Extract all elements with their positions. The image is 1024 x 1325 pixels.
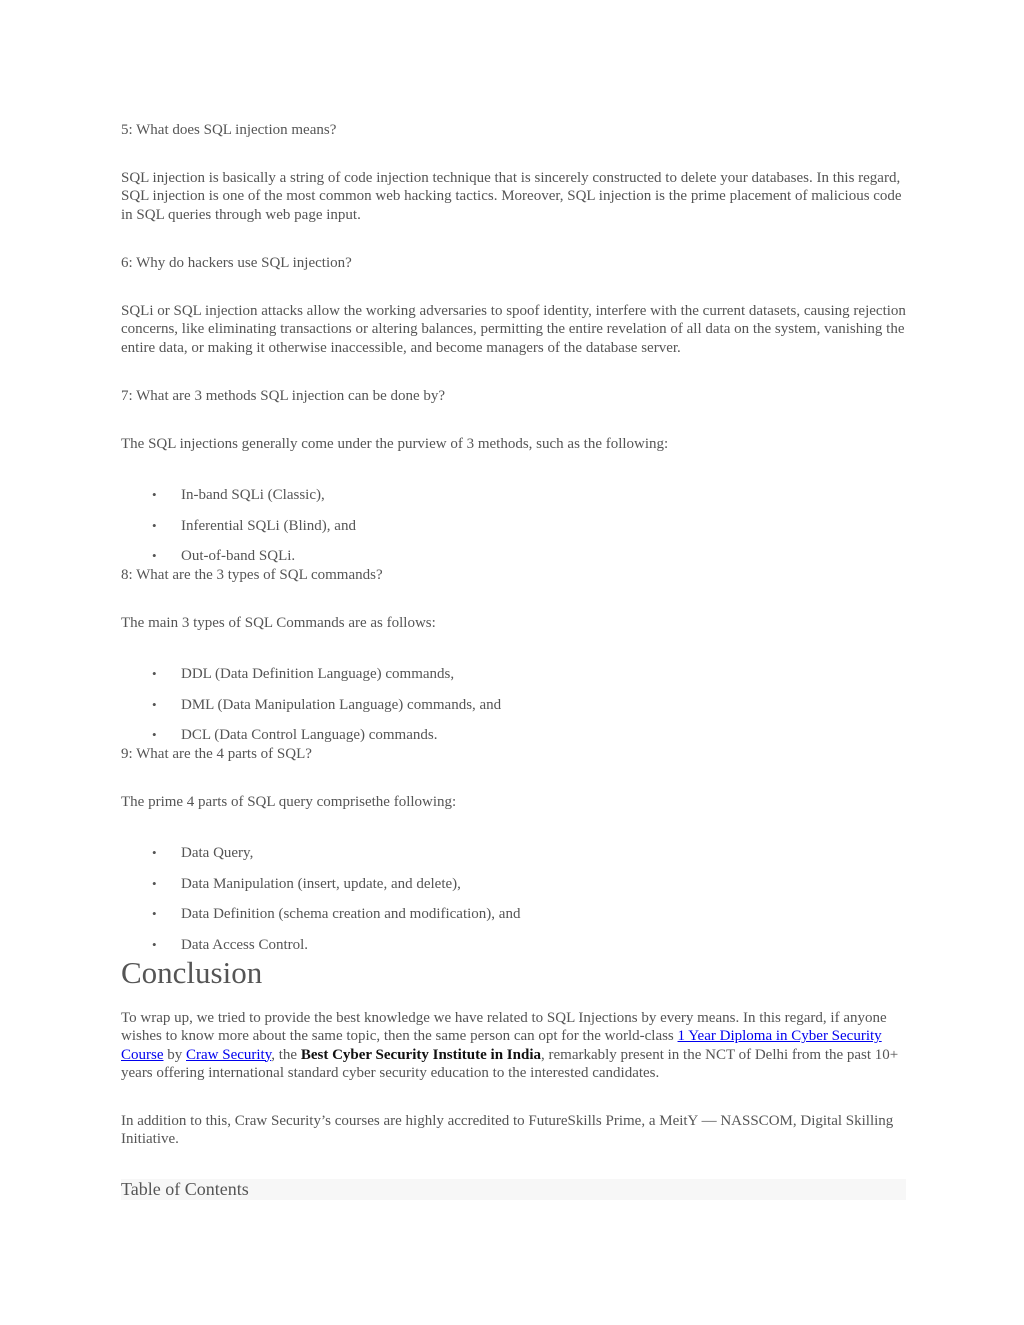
text-span: To wrap up, we tried to provide the best knowledge we have related to SQL Injections by every means. In this regard, if anyone wishes to know more about the same topic, then the same person can opt for the world-class bbox=[121, 1010, 887, 1045]
table-of-contents-header[interactable] bbox=[121, 1179, 906, 1200]
diploma-course-link[interactable]: 1 Year Diploma in Cyber Security Course bbox=[121, 1028, 882, 1063]
list-item: • Inferential SQLi (Blind), and bbox=[121, 517, 356, 548]
question-6: 6: Why do hackers use SQL injection? bbox=[121, 255, 352, 271]
conclusion-paragraph-1 bbox=[121, 1009, 906, 1082]
list-item: • In-band SQLi (Classic), bbox=[121, 486, 356, 517]
conclusion-paragraph-2: In addition to this, Craw Security’s courses are highly accredited to FutureSkills Prime, a MeitY — NASSCOM, Digital Skilling Initiative. bbox=[121, 1113, 894, 1148]
text-span: , the bbox=[271, 1046, 301, 1063]
text-span: by bbox=[163, 1046, 186, 1063]
question-7: 7: What are 3 methods SQL injection can be done by? bbox=[121, 388, 446, 404]
question-8: 8: What are the 3 types of SQL commands? bbox=[121, 567, 383, 583]
list-item: • Out-of-band SQLi. bbox=[121, 547, 356, 578]
question-9: 9: What are the 4 parts of SQL? bbox=[121, 746, 312, 762]
text-span: , remarkably present in the NCT of Delhi from the past 10+ years offering international standard cyber security education to the interested candidates. bbox=[121, 1046, 899, 1081]
craw-security-link[interactable]: Craw Security bbox=[186, 1046, 272, 1063]
answer-8: The main 3 types of SQL Commands are as follows: bbox=[121, 615, 436, 631]
commands-list bbox=[121, 665, 501, 757]
list-item: • Data Access Control. bbox=[121, 936, 520, 967]
answer-5: SQL injection is basically a string of code injection technique that is sincerely constructed to delete your databases. In this regard, SQL injection is one of the most common web hacking tactics. Moreover, SQL injection is the prime placement of malicious code in SQL queries through web page input. bbox=[121, 170, 902, 223]
list-item: • DDL (Data Definition Language) commands, bbox=[121, 665, 501, 696]
answer-6: SQLi or SQL injection attacks allow the working adversaries to spoof identity, interfere with the current datasets, causing rejection concerns, like eliminating transactions or altering balances, permitting the entire revelation of all data on the system, vanishing the entire data, or making it otherwise inaccessible, and become managers of the database server. bbox=[121, 303, 906, 356]
list-item: • DML (Data Manipulation Language) commands, and bbox=[121, 696, 501, 727]
list-item: • Data Query, bbox=[121, 844, 520, 875]
conclusion-heading: Conclusion bbox=[121, 955, 263, 990]
toc-title: Table of Contents bbox=[121, 1179, 249, 1199]
list-item: • Data Definition (schema creation and modification), and bbox=[121, 905, 520, 936]
methods-list bbox=[121, 486, 356, 578]
answer-7: The SQL injections generally come under the purview of 3 methods, such as the following: bbox=[121, 436, 669, 452]
question-5: 5: What does SQL injection means? bbox=[121, 122, 337, 138]
list-item: • Data Manipulation (insert, update, and delete), bbox=[121, 875, 520, 906]
answer-9: The prime 4 parts of SQL query comprisethe following: bbox=[121, 794, 457, 810]
institute-bold-text: Best Cyber Security Institute in India bbox=[300, 1046, 541, 1063]
list-item: • DCL (Data Control Language) commands. bbox=[121, 726, 501, 757]
parts-list bbox=[121, 844, 520, 967]
